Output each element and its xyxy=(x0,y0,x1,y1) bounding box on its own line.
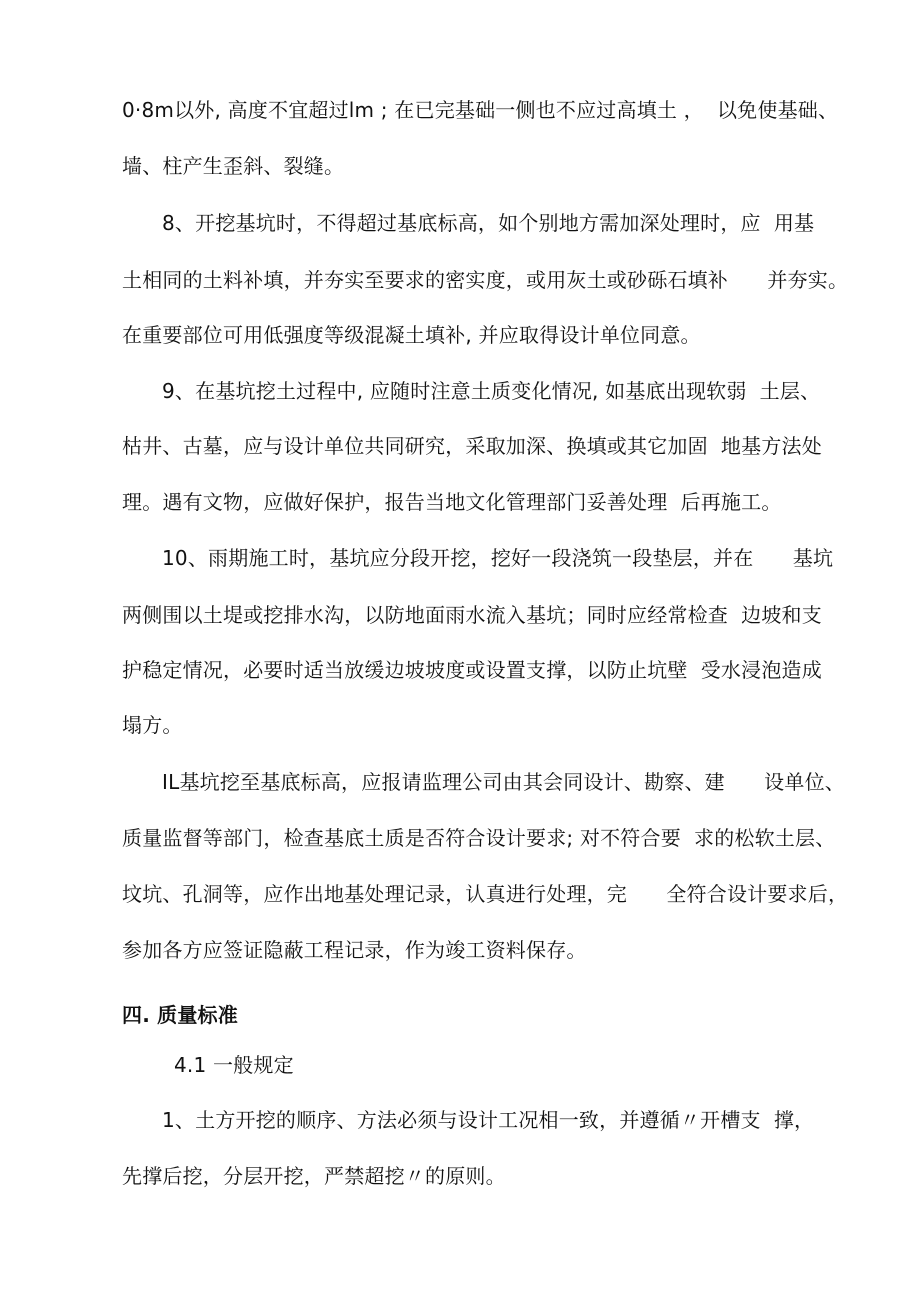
paragraph-line: 枯井、古墓，应与设计单位共同研究，采取加深、换填或其它加固 地基方法处 xyxy=(122,434,822,458)
paragraph-line: 9、在基坑挖土过程中, 应随时注意土质变化情况, 如基底出现软弱 土层、 xyxy=(162,379,821,403)
paragraph-line: 塌方。 xyxy=(122,713,183,737)
paragraph-line: 两侧围以土堤或挖排水沟，以防地面雨水流入基坑；同时应经常检查 边坡和支 xyxy=(122,603,822,627)
paragraph-line: 坟坑、孔洞等，应作出地基处理记录，认真进行处理，完 全符合设计要求后， xyxy=(122,882,849,906)
section-heading: 四. 质量标准 xyxy=(122,1003,238,1027)
paragraph-line: 参加各方应签证隐蔽工程记录，作为竣工资料保存。 xyxy=(122,938,587,962)
paragraph-line: 护稳定情况，必要时适当放缓边坡坡度或设置支撑，以防止坑壁 受水浸泡造成 xyxy=(122,658,822,682)
paragraph-line: 土相同的土料补填，并夯实至要求的密实度，或用灰土或砂砾石填补 并夯实。 xyxy=(122,268,849,292)
paragraph-line: 10、雨期施工时，基坑应分段开挖，挖好一段浇筑一段垫层，并在 基坑 xyxy=(162,546,834,570)
paragraph-line: 质量监督等部门，检查基底土质是否符合设计要求; 对不符合要 求的松软土层、 xyxy=(122,826,836,850)
paragraph-line: 0·8m以外, 高度不宜超过lm ; 在已完基础一侧也不应过高填土 ， 以免使基础、 xyxy=(122,98,839,122)
paragraph-line: IL基坑挖至基底标高，应报请监理公司由其会同设计、勘察、建 设单位、 xyxy=(162,770,845,794)
paragraph-line: 理。遇有文物，应做好保护，报告当地文化管理部门妥善处理 后再施工。 xyxy=(122,490,782,514)
paragraph-line: 在重要部位可用低强度等级混凝土填补, 并应取得设计单位同意。 xyxy=(122,323,701,347)
paragraph-line: 8、开挖基坑时，不得超过基底标高，如个别地方需加深处理时，应 用基 xyxy=(162,211,815,235)
subsection-heading: 4.1 一般规定 xyxy=(174,1053,294,1077)
paragraph-line: 先撑后挖，分层开挖，严禁超挖〃的原则。 xyxy=(122,1164,506,1188)
paragraph-line: 墙、柱产生歪斜、裂缝。 xyxy=(122,154,345,178)
paragraph-line: 1、土方开挖的顺序、方法必须与设计工况相一致，并遵循〃开槽支 撑， xyxy=(162,1108,815,1132)
